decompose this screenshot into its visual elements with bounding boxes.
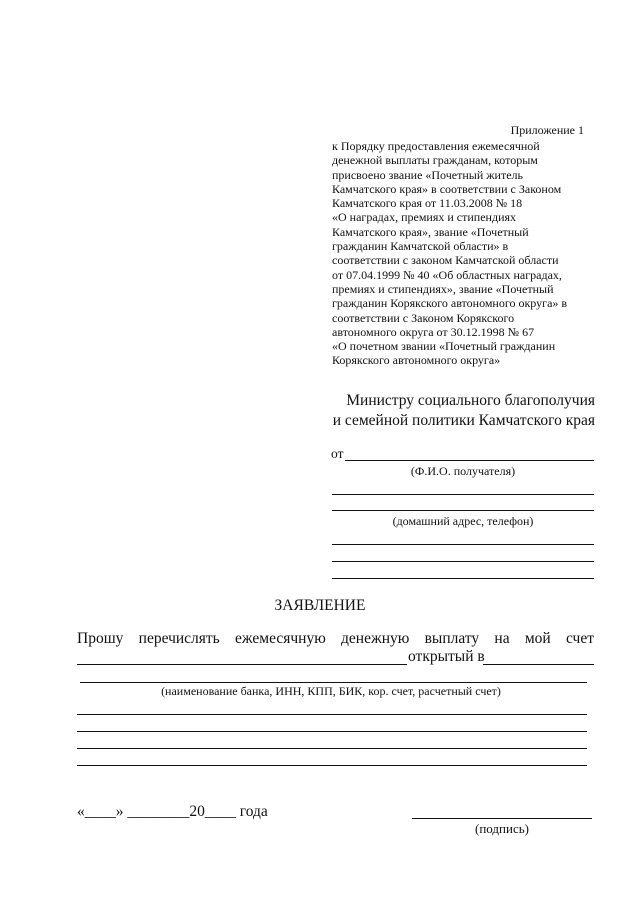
statement-title: ЗАЯВЛЕНИЕ — [274, 597, 366, 614]
annex-line: гражданин Корякского автономного округа» в — [332, 296, 568, 311]
account-field-line[interactable] — [77, 664, 407, 665]
annex-line: «О почетном звании «Почетный гражданин — [332, 339, 556, 354]
annex-line: «О наградах, премиях и стипендиях — [332, 210, 517, 225]
bank-caption: (наименование банка, ИНН, КПП, БИК, кор. счет, расчетный счет) — [161, 684, 501, 698]
address-field-line[interactable] — [332, 494, 594, 495]
request-text: Прошу перечислять ежемесячную денежную выплату на мой счет — [77, 630, 594, 647]
annex-line: Камчатского края» в соответствии с Законом — [332, 181, 562, 196]
signature-caption: (подпись) — [475, 821, 529, 836]
annex-body — [332, 139, 584, 368]
annex-title: Приложение 1 — [510, 123, 584, 137]
bank-details-line[interactable] — [77, 765, 587, 766]
annex-line: премиях и стипендиях», звание «Почетный — [332, 281, 554, 296]
address-field-line[interactable] — [332, 544, 594, 545]
annex-line: Корякского автономного округа» — [332, 353, 501, 368]
bank-details-line[interactable] — [80, 682, 587, 683]
address-caption: (домашний адрес, телефон) — [392, 514, 534, 528]
annex-line: денежной выплаты гражданам, которым — [332, 153, 538, 168]
annex-line: Камчатского края от 11.03.2008 № 18 — [332, 196, 523, 211]
annex-line: соответствии с Законом Корякского — [332, 310, 515, 325]
annex-line: автономного округа от 30.12.1998 № 67 — [332, 324, 535, 339]
opened-in-label: открытый в — [408, 648, 485, 665]
fio-caption: (Ф.И.О. получателя) — [410, 464, 516, 478]
bank-field-line[interactable] — [483, 664, 594, 665]
address-field-line[interactable] — [332, 510, 594, 511]
fio-field-line[interactable] — [345, 460, 594, 461]
recipient-line-1: Министру социального благополучия — [346, 392, 595, 409]
recipient-block — [330, 391, 595, 431]
bank-details-line[interactable] — [77, 748, 587, 749]
bank-details-line[interactable] — [77, 731, 587, 732]
recipient-line-2: и семейной политики Камчатского края — [332, 412, 595, 429]
address-field-line[interactable] — [332, 578, 594, 579]
annex-line: гражданин Камчатской области» в — [332, 239, 509, 254]
annex-line: от 07.04.1999 № 40 «Об областных наградах, — [332, 267, 562, 282]
annex-line: соответствии с законом Камчатской области — [332, 253, 559, 268]
annex-line: присвоено звание «Почетный житель — [332, 167, 524, 182]
date-field[interactable]: «____» ________20____ года — [77, 803, 268, 820]
from-label: от — [331, 446, 344, 461]
annex-line: Камчатского края», звание «Почетный — [332, 224, 529, 239]
annex-line: к Порядку предоставления ежемесячной — [332, 139, 540, 153]
address-field-line[interactable] — [332, 561, 594, 562]
bank-details-line[interactable] — [77, 714, 587, 715]
signature-line[interactable] — [412, 818, 592, 819]
